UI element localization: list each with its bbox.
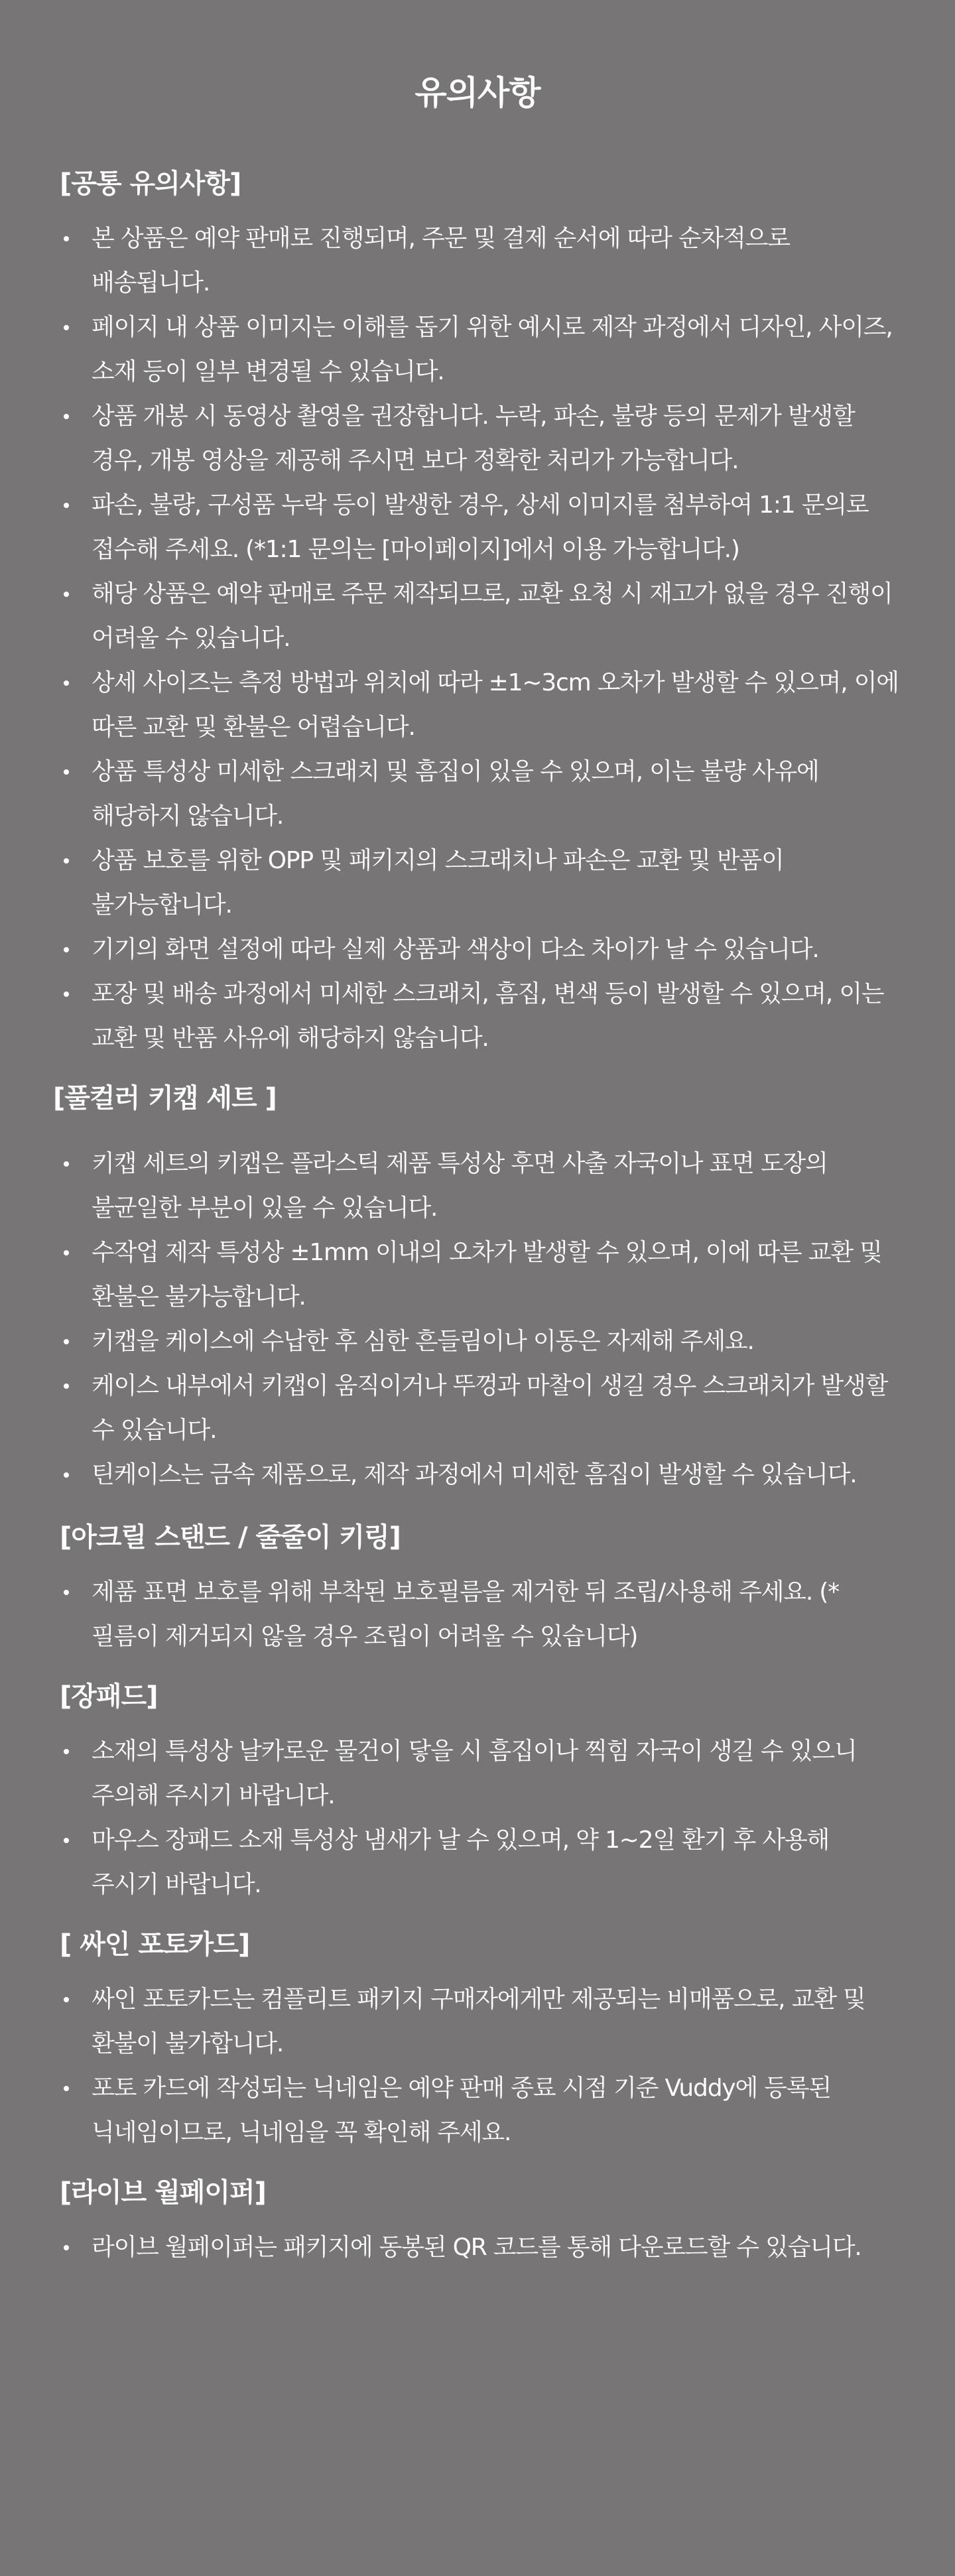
- list-item: [53, 1230, 902, 1319]
- section-desk-pad: [53, 1679, 902, 1907]
- list-item-text: 라이브 월페이퍼는 패키지에 동봉된 QR 코드를 통해 다운로드할 수 있습니다.: [92, 2234, 861, 2261]
- section-heading: [장패드]: [60, 1681, 158, 1712]
- list-item-text: 케이스 내부에서 키캡이 움직이거나 뚜껑과 마찰이 생길 경우 스크래치가 발생할 수 있습니다.: [92, 1372, 888, 1444]
- list-item-text: 상품 보호를 위한 OPP 및 패키지의 스크래치나 파손은 교환 및 반품이 불가능합니다.: [92, 847, 784, 919]
- section-heading: [아크릴 스탠드 / 줄줄이 키링]: [60, 1522, 401, 1553]
- bullet-list: [53, 216, 902, 1061]
- list-item: [53, 572, 902, 661]
- bullet-dot-icon: [64, 414, 69, 419]
- list-item-text: 마우스 장패드 소재 특성상 냄새가 날 수 있으며, 약 1~2일 환기 후 사용해 주시기 바랍니다.: [92, 1827, 830, 1898]
- list-item-text: 본 상품은 예약 판매로 진행되며, 주문 및 결제 순서에 따라 순차적으로 배송됩니다.: [92, 225, 790, 296]
- list-item: [53, 394, 902, 483]
- list-item: [53, 305, 902, 394]
- bullet-dot-icon: [64, 1590, 69, 1595]
- bullet-dot-icon: [64, 858, 69, 864]
- bullet-dot-icon: [64, 1997, 69, 2002]
- list-item-text: 소재의 특성상 날카로운 물건이 닿을 시 흠집이나 찍힘 자국이 생길 수 있으니 주의해 주시기 바랍니다.: [92, 1738, 857, 1809]
- section-heading: [공통 유의사항]: [60, 168, 241, 199]
- list-item: [53, 838, 902, 927]
- bullet-dot-icon: [64, 1384, 69, 1389]
- list-item-text: 키캡을 케이스에 수납한 후 심한 흔들림이나 이동은 자제해 주세요.: [92, 1328, 754, 1355]
- bullet-dot-icon: [64, 325, 69, 330]
- bullet-list: [53, 1729, 902, 1907]
- list-item: [53, 216, 902, 305]
- bullet-dot-icon: [64, 680, 69, 686]
- bullet-dot-icon: [64, 1250, 69, 1256]
- list-item: [53, 1452, 902, 1497]
- bullet-dot-icon: [64, 1838, 69, 1843]
- section-signed-photocard: [53, 1927, 902, 2155]
- bullet-list: [53, 1141, 902, 1497]
- section-live-wallpaper: [53, 2175, 902, 2270]
- list-item: [53, 1729, 902, 1818]
- list-item-text: 페이지 내 상품 이미지는 이해를 돕기 위한 예시로 제작 과정에서 디자인, 사이즈, 소재 등이 일부 변경될 수 있습니다.: [92, 314, 893, 385]
- list-item: [53, 2066, 902, 2155]
- bullet-list: [53, 1977, 902, 2155]
- list-item: [53, 927, 902, 972]
- section-keycap-set: [53, 1080, 902, 1497]
- list-item-text: 포토 카드에 작성되는 닉네임은 예약 판매 종료 시점 기준 Vuddy에 등록된 닉네임이므로, 닉네임을 꼭 확인해 주세요.: [92, 2075, 831, 2146]
- list-item: [53, 2225, 902, 2270]
- section-acrylic-stand-keyring: [53, 1519, 902, 1659]
- list-item: [53, 749, 902, 838]
- list-item-text: 상세 사이즈는 측정 방법과 위치에 따라 ±1~3cm 오차가 발생할 수 있으며, 이에 따른 교환 및 환불은 어렵습니다.: [92, 669, 899, 741]
- list-item: [53, 1818, 902, 1907]
- list-item: [53, 1319, 902, 1364]
- bullet-dot-icon: [64, 992, 69, 997]
- bullet-list: [53, 1570, 902, 1659]
- list-item-text: 수작업 제작 특성상 ±1mm 이내의 오차가 발생할 수 있으며, 이에 따른 교환 및 환불은 불가능합니다.: [92, 1239, 882, 1311]
- section-heading: [ 싸인 포토카드]: [60, 1929, 250, 1960]
- bullet-dot-icon: [64, 1472, 69, 1478]
- bullet-dot-icon: [64, 2086, 69, 2091]
- list-item-text: 기기의 화면 설정에 따라 실제 상품과 색상이 다소 차이가 날 수 있습니다.: [92, 936, 819, 963]
- list-item-text: 상품 개봉 시 동영상 촬영을 권장합니다. 누락, 파손, 불량 등의 문제가 발생할 경우, 개봉 영상을 제공해 주시면 보다 정확한 처리가 가능합니다.: [92, 403, 855, 474]
- section-heading: [풀컬러 키캡 세트 ]: [53, 1083, 277, 1114]
- section-common-notice: [53, 166, 902, 1061]
- section-heading: [라이브 월페이퍼]: [60, 2177, 266, 2208]
- bullet-dot-icon: [64, 1161, 69, 1167]
- bullet-dot-icon: [64, 592, 69, 597]
- bullet-dot-icon: [64, 1339, 69, 1344]
- notice-sections: [53, 166, 902, 2270]
- bullet-dot-icon: [64, 503, 69, 508]
- bullet-dot-icon: [64, 2245, 69, 2250]
- list-item-text: 틴케이스는 금속 제품으로, 제작 과정에서 미세한 흠집이 발생할 수 있습니다.: [92, 1461, 857, 1488]
- bullet-list: [53, 2225, 902, 2270]
- list-item-text: 해당 상품은 예약 판매로 주문 제작되므로, 교환 요청 시 재고가 없을 경우 진행이 어려울 수 있습니다.: [92, 580, 893, 652]
- list-item-text: 키캡 세트의 키캡은 플라스틱 제품 특성상 후면 사출 자국이나 표면 도장의 불균일한 부분이 있을 수 있습니다.: [92, 1150, 828, 1222]
- list-item: [53, 1977, 902, 2066]
- bullet-dot-icon: [64, 947, 69, 952]
- bullet-dot-icon: [64, 236, 69, 241]
- bullet-dot-icon: [64, 1749, 69, 1754]
- list-item: [53, 661, 902, 749]
- list-item-text: 포장 및 배송 과정에서 미세한 스크래치, 흠집, 변색 등이 발생할 수 있으며, 이는 교환 및 반품 사유에 해당하지 않습니다.: [92, 980, 884, 1052]
- list-item: [53, 1141, 902, 1230]
- list-item-text: 상품 특성상 미세한 스크래치 및 흠집이 있을 수 있으며, 이는 불량 사유에 해당하지 않습니다.: [92, 758, 819, 830]
- bullet-dot-icon: [64, 769, 69, 775]
- list-item: [53, 1570, 902, 1659]
- list-item-text: 싸인 포토카드는 컴플리트 패키지 구매자에게만 제공되는 비매품으로, 교환 및 환불이 불가합니다.: [92, 1986, 865, 2057]
- list-item-text: 제품 표면 보호를 위해 부착된 보호필름을 제거한 뒤 조립/사용해 주세요. (*필름이 제거되지 않을 경우 조립이 어려울 수 있습니다): [92, 1578, 839, 1650]
- list-item: [53, 1364, 902, 1452]
- page-title: 유의사항: [414, 74, 541, 112]
- list-item-text: 파손, 불량, 구성품 누락 등이 발생한 경우, 상세 이미지를 첨부하여 1:1 문의로 접수해 주세요. (*1:1 문의는 [마이페이지]에서 이용 가능합니다.): [92, 491, 869, 563]
- list-item: [53, 972, 902, 1061]
- list-item: [53, 483, 902, 572]
